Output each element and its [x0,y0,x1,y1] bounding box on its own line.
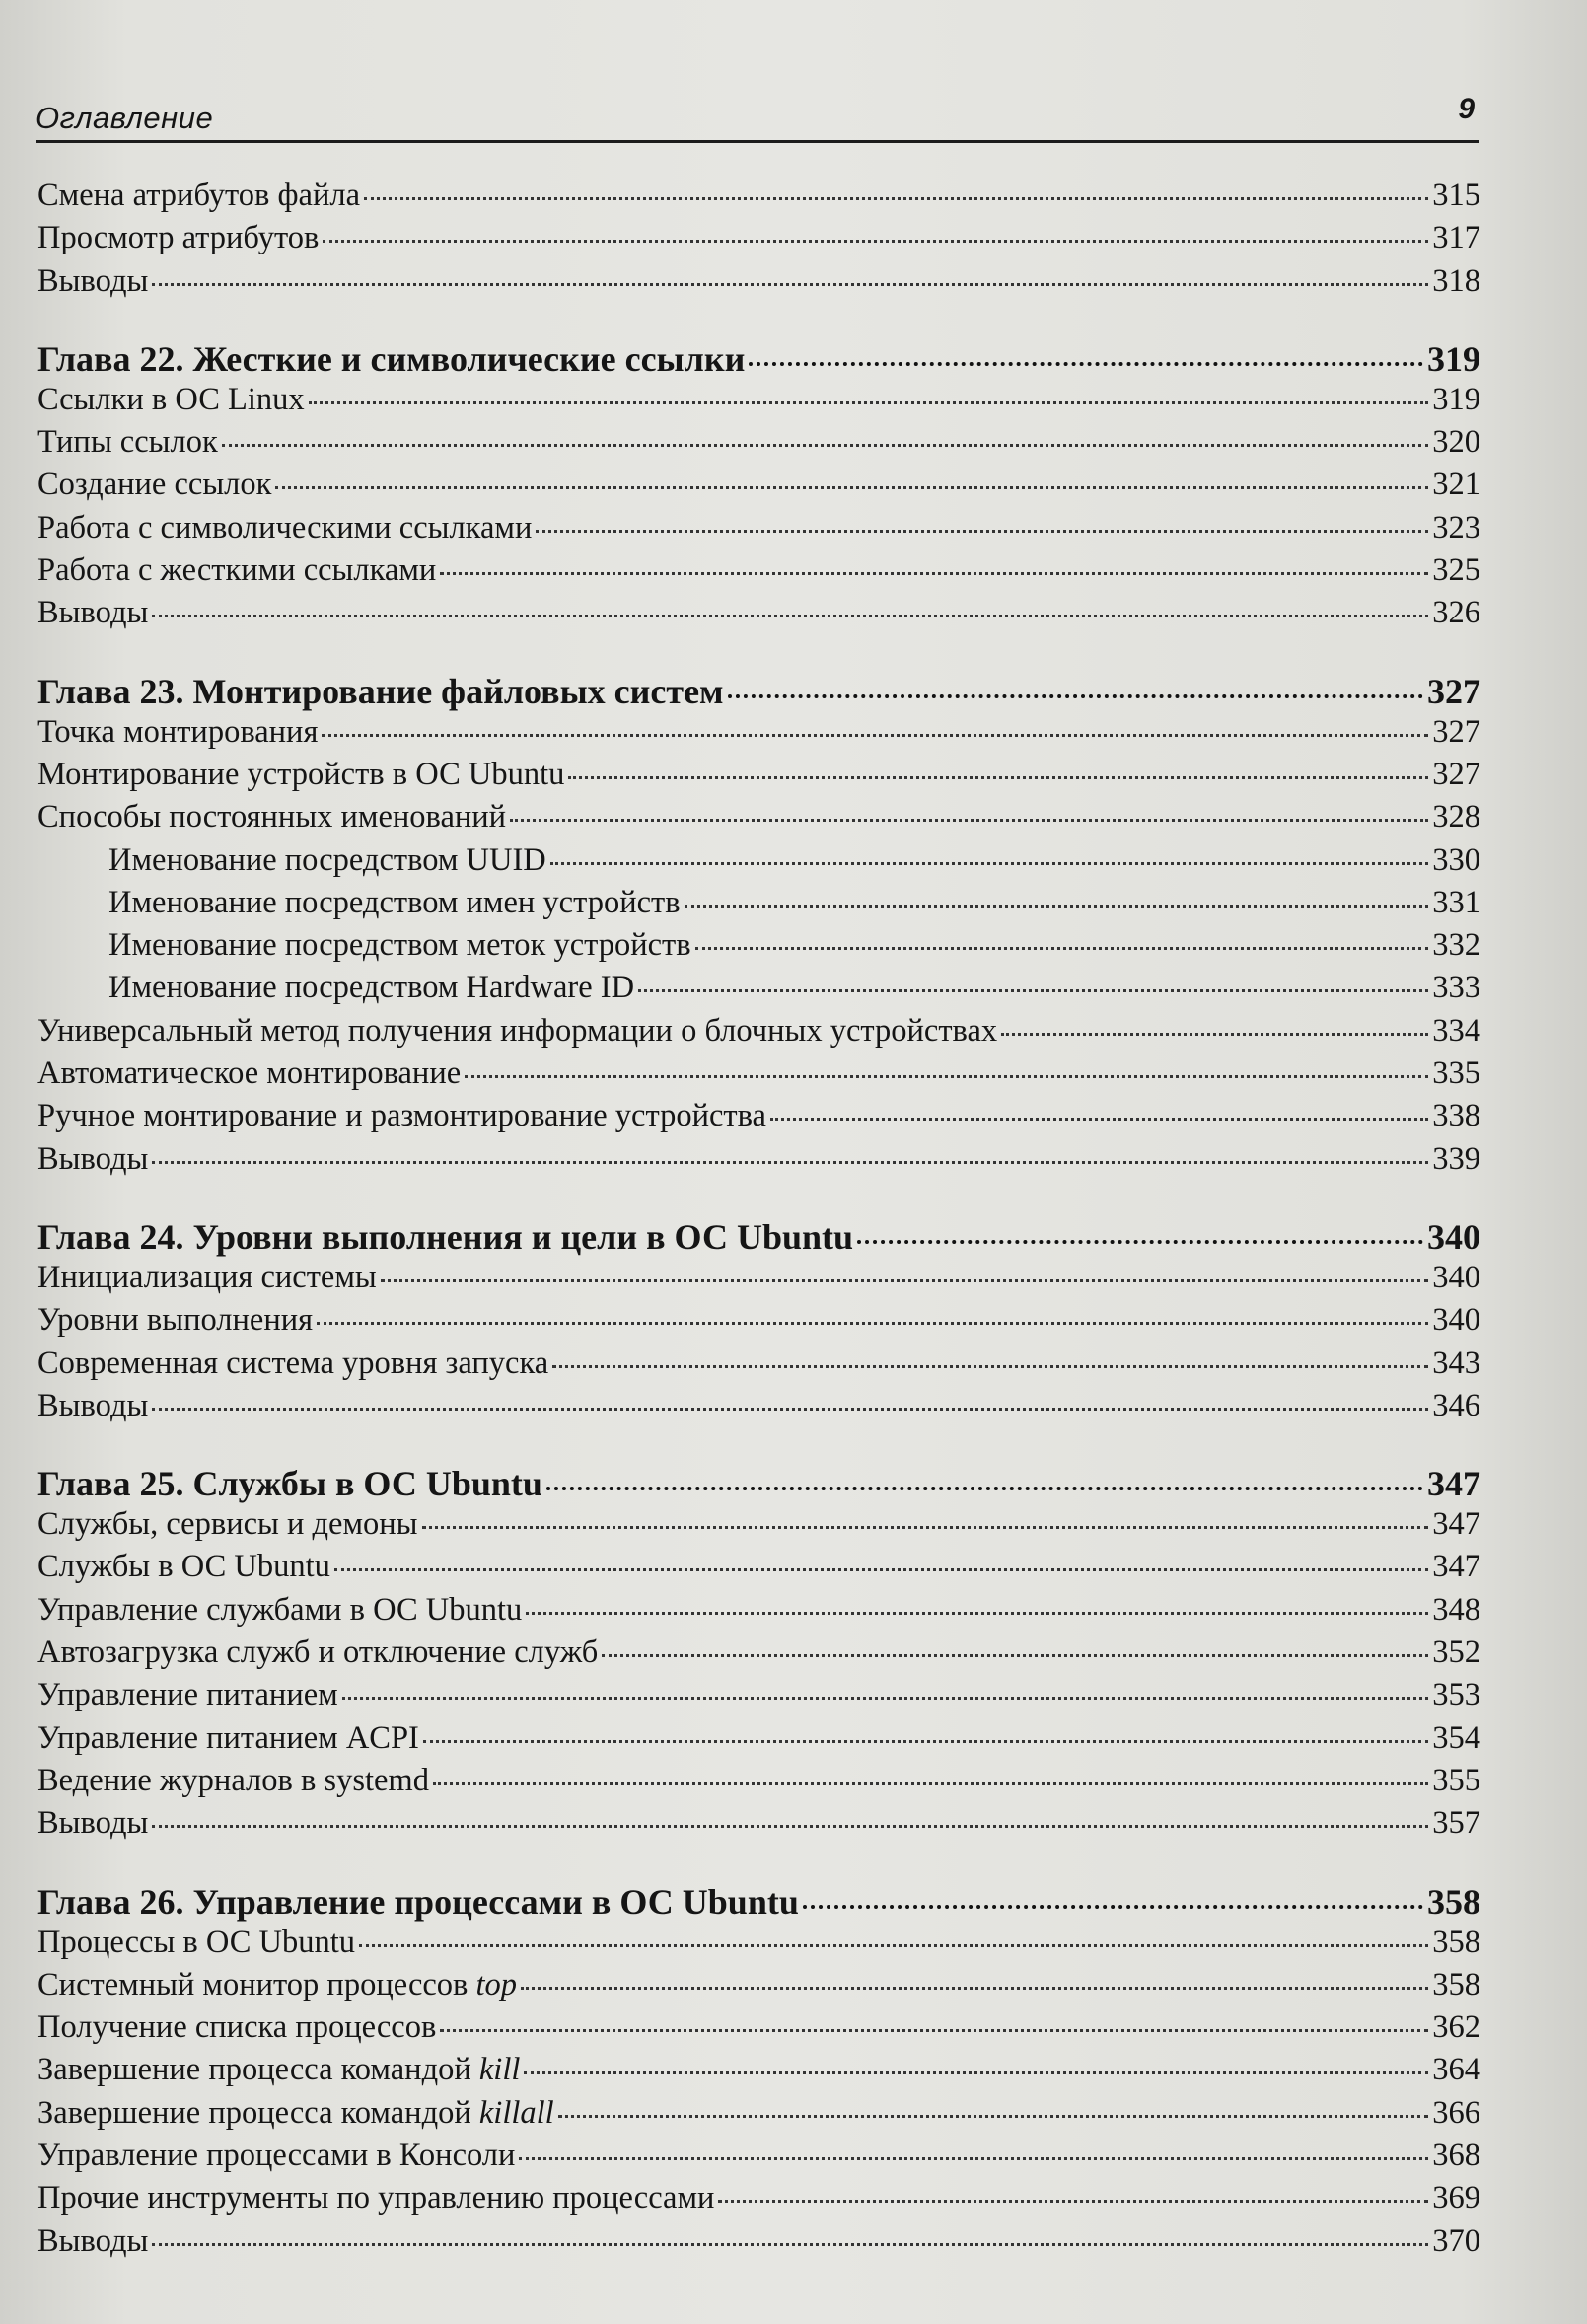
toc-entry-title-text: Именование посредством UUID [108,841,546,878]
toc-entry[interactable] [37,595,1480,637]
toc-entry[interactable] [37,1055,1480,1098]
toc-entry[interactable] [37,2223,1480,2266]
toc-entry-title [37,2223,148,2260]
toc-entry-title-text: Именование посредством имен устройств [108,884,681,920]
toc-entry-title [37,595,148,631]
toc-entry-title-text: Получение списка процессов [37,2009,437,2046]
toc-entry-page-number: 347 [1432,1506,1480,1543]
toc-entry-page-number: 347 [1432,1549,1480,1585]
dot-leader [364,197,1428,200]
running-header [36,89,1479,143]
toc-entry[interactable] [37,178,1480,220]
toc-entry-title [37,1216,853,1258]
table-of-contents [37,178,1480,2266]
dot-leader [552,1365,1428,1368]
toc-entry[interactable] [37,220,1480,262]
toc-entry-title-text: Управление питанием ACPI [37,1719,419,1756]
toc-entry-page-number: 346 [1432,1387,1480,1423]
dot-leader [695,947,1429,950]
dot-leader [152,1161,1428,1164]
toc-entry-title-text: Смена атрибутов файла [37,178,360,213]
toc-entry-page-number: 327 [1432,713,1480,750]
toc-entry[interactable] [37,1967,1480,2009]
toc-entry-page-number: 358 [1432,1966,1480,2002]
toc-entry-title-text: Ведение журналов в systemd [37,1762,429,1798]
toc-entry-page-number: 355 [1432,1762,1480,1798]
dot-leader [440,572,1428,575]
toc-entry-title-text: Управление процессами в Консоли [37,2137,516,2173]
toc-entry-title [37,382,305,418]
toc-entry-title [37,338,745,380]
toc-entry-title [37,467,271,503]
toc-entry-title-text: Системный монитор процессов [37,1966,469,2002]
dot-leader [322,734,1428,737]
toc-entry-title [37,1098,766,1134]
toc-entry-title [37,1055,461,1092]
toc-entry-title-text: Способы постоянных именований [37,799,507,835]
toc-entry-title [37,2138,515,2174]
toc-entry-title-text: Управление службами в ОС Ubuntu [37,1591,523,1628]
toc-entry-page-number: 317 [1432,220,1480,256]
toc-entry[interactable] [37,1013,1480,1055]
toc-entry-page-number: 362 [1432,2009,1480,2046]
toc-entry-title-text: Ссылки в ОС Linux [37,381,305,417]
toc-entry[interactable] [37,842,1480,885]
dot-leader [1001,1033,1428,1036]
toc-entry-title-text: Работа с символическими ссылками [37,509,533,545]
toc-entry-title [37,714,318,751]
toc-entry-title [37,510,532,546]
toc-entry-title-text: Выводы [37,1805,149,1842]
section-gap [37,1430,1480,1463]
toc-entry-title [37,1634,598,1671]
header-page-number: 9 [1458,93,1475,125]
toc-entry-page-number: 358 [1432,1924,1480,1960]
toc-entry-title-text: Выводы [37,262,149,299]
dot-leader [152,615,1428,617]
dot-leader [440,2029,1428,2032]
toc-entry-title-text: Типы ссылок [37,424,218,461]
dot-leader [152,2243,1428,2246]
toc-entry-title [37,799,506,835]
toc-entry-title-text: Службы в ОС Ubuntu [37,1549,330,1585]
toc-entry-page-number: 366 [1432,2094,1480,2131]
toc-entry-title [37,671,724,712]
dot-leader [524,2071,1428,2074]
toc-entry-title [37,1260,377,1296]
toc-entry-title [37,1763,429,1799]
toc-entry[interactable] [37,424,1480,467]
toc-entry-page-number: 357 [1432,1805,1480,1842]
dot-leader [749,362,1423,366]
toc-entry-title-text: Завершение процесса командой [37,2052,471,2088]
toc-entry[interactable] [37,2138,1480,2180]
toc-entry-title-text: Службы, сервисы и демоны [37,1506,418,1543]
toc-entry-page-number: 358 [1427,1881,1480,1922]
toc-entry-page-number: 320 [1432,424,1480,461]
toc-entry[interactable] [37,382,1480,424]
toc-entry-title-text: Монтирование устройств в ОС Ubuntu [37,756,565,792]
dot-leader [152,1408,1428,1411]
dot-leader [770,1118,1428,1121]
toc-chapter-heading[interactable] [37,1881,1480,1925]
toc-entry-title-text: Глава 22. Жесткие и символические ссылки [37,338,746,379]
toc-entry[interactable] [37,1506,1480,1549]
toc-entry-title [108,885,681,921]
toc-entry-page-number: 332 [1432,927,1480,964]
toc-entry-page-number: 340 [1427,1216,1480,1257]
toc-chapter-heading[interactable] [37,671,1480,714]
toc-entry-title-text: Именование посредством Hardware ID [108,970,635,1006]
toc-entry-title-text: Просмотр атрибутов [37,220,320,256]
toc-entry-page-number: 338 [1432,1098,1480,1134]
toc-entry[interactable] [37,1592,1480,1634]
dot-leader [685,905,1429,908]
toc-entry-title-text: Инициализация системы [37,1259,377,1295]
header-title: Оглавление [36,101,214,135]
toc-entry-title-text: Прочие инструменты по управлению процессами [37,2180,715,2216]
toc-entry-title-text: Современная система уровня запуска [37,1344,549,1381]
toc-entry-page-number: 343 [1432,1344,1480,1381]
toc-entry-title-text: Автоматическое монтирование [37,1055,462,1092]
toc-entry-title-text: Глава 23. Монтирование файловых систем [37,671,724,711]
dot-leader [550,862,1429,865]
toc-entry-title [37,1967,517,2003]
toc-entry-title-text: Именование посредством меток устройств [108,927,691,964]
toc-entry-command: top [475,1966,518,2002]
toc-entry-title-text: Глава 24. Уровни выполнения и цели в ОС Ubuntu [37,1216,854,1257]
toc-entry-title [37,1549,330,1585]
toc-entry-title [37,424,218,461]
toc-entry-title [37,1677,338,1713]
dot-leader [803,1905,1423,1909]
toc-entry-title [37,1388,148,1424]
dot-leader [519,2157,1428,2160]
toc-entry[interactable] [37,1925,1480,1967]
toc-entry-title [37,757,564,793]
toc-entry-page-number: 353 [1432,1677,1480,1713]
toc-entry[interactable] [37,1805,1480,1848]
section-gap [37,306,1480,338]
toc-entry[interactable] [37,510,1480,552]
toc-entry-page-number: 325 [1432,552,1480,589]
toc-entry-title-text: Универсальный метод получения информации о блочных устройствах [37,1012,998,1049]
toc-entry[interactable] [37,714,1480,757]
toc-entry-title [37,2180,714,2216]
toc-entry[interactable] [37,552,1480,595]
toc-entry-command: kill [478,2052,521,2088]
toc-entry-page-number: 340 [1432,1302,1480,1339]
toc-entry-title-text: Управление питанием [37,1677,338,1713]
toc-entry-title [37,1141,148,1178]
toc-entry-title [37,1720,419,1757]
toc-entry-page-number: 327 [1427,671,1480,711]
dot-leader [152,283,1428,286]
dot-leader [317,1322,1428,1325]
toc-chapter-heading[interactable] [37,1463,1480,1506]
toc-entry-page-number: 321 [1432,467,1480,503]
toc-entry[interactable] [37,1763,1480,1805]
toc-entry-title-text: Глава 26. Управление процессами в ОС Ubuntu [37,1881,799,1922]
toc-entry-title-text: Автозагрузка служб и отключение служб [37,1634,599,1671]
toc-entry-title [37,1805,148,1842]
toc-entry-title [37,1463,542,1504]
toc-entry[interactable] [37,2052,1480,2094]
dot-leader [602,1654,1428,1657]
toc-entry-page-number: 339 [1432,1140,1480,1177]
dot-leader [718,2200,1428,2203]
toc-entry-title-text: Выводы [37,2222,149,2259]
section-gap [37,638,1480,671]
toc-entry-title [37,178,360,214]
section-gap [37,1849,1480,1881]
toc-entry-page-number: 347 [1427,1464,1480,1504]
toc-entry-page-number: 318 [1432,262,1480,299]
dot-leader [728,694,1423,698]
toc-entry-command: killall [478,2094,554,2131]
dot-leader [638,989,1428,992]
toc-chapter-heading[interactable] [37,338,1480,382]
toc-entry-title [108,927,691,964]
dot-leader [433,1782,1428,1785]
toc-entry[interactable] [37,970,1480,1012]
toc-chapter-heading[interactable] [37,1216,1480,1260]
dot-leader [558,2115,1429,2118]
toc-entry-page-number: 333 [1432,970,1480,1006]
toc-entry-title [37,2009,436,2046]
toc-entry-title-text: Глава 25. Службы в ОС Ubuntu [37,1464,542,1504]
toc-entry[interactable] [37,1302,1480,1344]
dot-leader [568,776,1428,779]
toc-entry[interactable] [37,799,1480,841]
toc-entry[interactable] [37,1141,1480,1184]
toc-entry-title [37,263,148,300]
toc-entry[interactable] [37,263,1480,306]
dot-leader [275,486,1428,489]
toc-entry[interactable] [37,757,1480,799]
dot-leader [222,444,1429,447]
toc-entry-page-number: 348 [1432,1591,1480,1628]
toc-entry-title [37,220,319,256]
toc-entry[interactable] [37,1549,1480,1591]
toc-entry[interactable] [37,927,1480,970]
toc-entry-title [37,2052,520,2088]
toc-entry-page-number: 354 [1432,1719,1480,1756]
toc-entry[interactable] [37,2180,1480,2222]
toc-entry-page-number: 326 [1432,595,1480,631]
dot-leader [309,401,1429,404]
dot-leader [521,1987,1428,1990]
dot-leader [152,1825,1428,1828]
dot-leader [546,1487,1423,1490]
toc-entry-page-number: 335 [1432,1055,1480,1092]
dot-leader [334,1568,1428,1571]
toc-entry-title [108,842,546,879]
toc-entry[interactable] [37,1720,1480,1763]
toc-entry-title-text: Завершение процесса командой [37,2094,471,2131]
toc-entry-title [37,552,436,589]
dot-leader [359,1944,1428,1947]
toc-entry-title [37,1302,313,1339]
toc-entry-title-text: Ручное монтирование и размонтирование устройства [37,1098,766,1134]
toc-entry[interactable] [37,1634,1480,1677]
toc-entry-page-number: 328 [1432,799,1480,835]
toc-entry-page-number: 327 [1432,756,1480,792]
toc-entry-title [37,1345,548,1382]
dot-leader [465,1075,1428,1078]
toc-entry-title-text: Выводы [37,1387,149,1423]
toc-entry-page-number: 368 [1432,2137,1480,2173]
toc-entry-page-number: 319 [1427,338,1480,379]
dot-leader [526,1612,1428,1615]
toc-entry[interactable] [37,467,1480,509]
toc-entry[interactable] [37,885,1480,927]
toc-entry-title [37,1592,522,1629]
dot-leader [381,1279,1428,1282]
toc-entry-title-text: Создание ссылок [37,467,272,503]
toc-entry[interactable] [37,2095,1480,2138]
toc-entry-title [37,1881,799,1923]
toc-entry-title-text: Процессы в ОС Ubuntu [37,1924,356,1960]
dot-leader [536,530,1428,533]
toc-entry-page-number: 330 [1432,841,1480,878]
toc-entry-page-number: 369 [1432,2180,1480,2216]
dot-leader [422,1526,1429,1529]
toc-entry-page-number: 323 [1432,509,1480,545]
toc-entry-title-text: Точка монтирования [37,713,319,750]
toc-entry-title-text: Уровни выполнения [37,1302,314,1339]
toc-entry[interactable] [37,1260,1480,1302]
toc-entry-title [37,2095,554,2132]
toc-entry[interactable] [37,1388,1480,1430]
toc-entry-title-text: Выводы [37,595,149,631]
toc-entry[interactable] [37,1677,1480,1719]
dot-leader [510,819,1428,822]
toc-entry[interactable] [37,1098,1480,1140]
toc-entry-title [37,1925,355,1961]
toc-entry-page-number: 334 [1432,1012,1480,1049]
toc-entry[interactable] [37,2009,1480,2052]
toc-entry-title [37,1013,997,1050]
dot-leader [857,1240,1423,1244]
toc-entry-page-number: 331 [1432,884,1480,920]
dot-leader [323,240,1428,243]
toc-entry-page-number: 352 [1432,1634,1480,1671]
toc-entry-title [37,1506,418,1543]
dot-leader [342,1697,1429,1700]
toc-entry-page-number: 315 [1432,178,1480,213]
section-gap [37,1184,1480,1216]
toc-entry-page-number: 364 [1432,2052,1480,2088]
dot-leader [423,1740,1428,1743]
toc-entry[interactable] [37,1345,1480,1388]
toc-entry-page-number: 340 [1432,1259,1480,1295]
toc-entry-page-number: 319 [1432,381,1480,417]
toc-entry-page-number: 370 [1432,2222,1480,2259]
toc-entry-title [108,970,634,1006]
toc-entry-title-text: Выводы [37,1140,149,1177]
toc-entry-title-text: Работа с жесткими ссылками [37,552,437,589]
